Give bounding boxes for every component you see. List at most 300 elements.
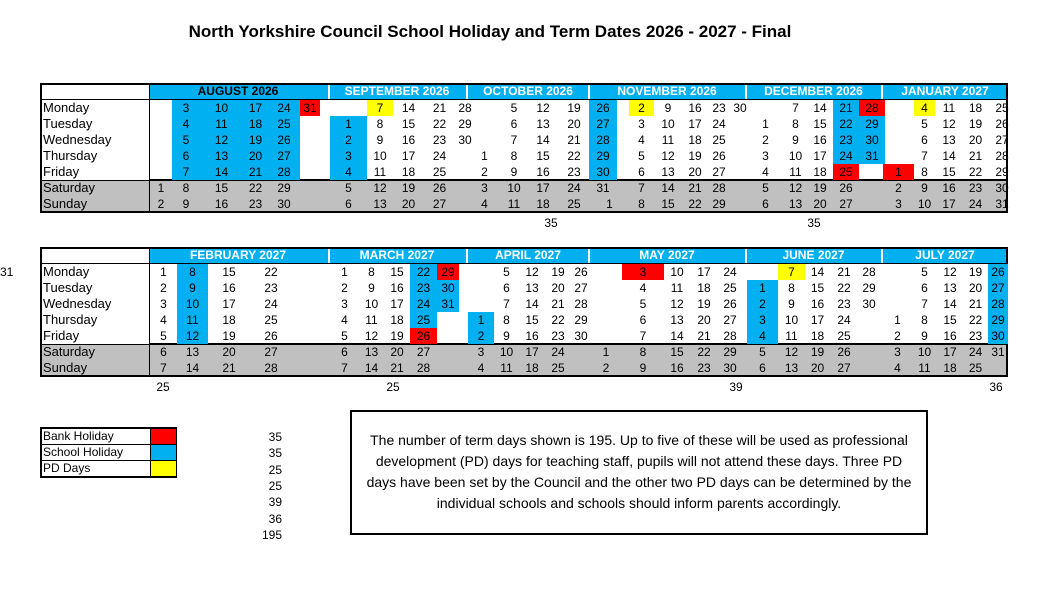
date-cell: 16 [670, 361, 684, 375]
date-cell: 18 [943, 361, 957, 375]
date-cell: 30 [723, 361, 737, 375]
date-cell: 16 [536, 165, 550, 179]
date-cell: 29 [574, 313, 588, 327]
date-cell: 13 [784, 361, 799, 375]
date-cell: 11 [186, 313, 199, 327]
month-name: JANUARY 2027 [901, 84, 989, 98]
date-cell: 16 [390, 281, 404, 295]
date-cell: 18 [810, 329, 825, 343]
date-cell: 25 [723, 281, 737, 295]
date-cell: 16 [688, 101, 702, 115]
date-cell: 24 [839, 149, 853, 163]
date-cell: 14 [661, 181, 675, 195]
date-cell: 21 [968, 297, 983, 311]
date-cell: 2 [895, 181, 902, 195]
date-cell: 25 [277, 117, 291, 131]
date-cell: 7 [921, 297, 928, 311]
month-name: MARCH 2027 [359, 248, 435, 262]
date-cell: 14 [536, 133, 550, 147]
date-cell: 17 [525, 345, 539, 359]
date-cell: 6 [759, 361, 766, 375]
date-cell: 6 [762, 197, 769, 211]
date-cell: 13 [185, 345, 200, 359]
date-cell: 22 [837, 281, 851, 295]
month-name: APRIL 2027 [495, 248, 561, 262]
date-cell: 19 [551, 265, 565, 279]
date-cell: 2 [157, 197, 165, 211]
date-cell: 19 [401, 181, 416, 195]
date-cell: 9 [792, 133, 799, 147]
date-cell: 26 [264, 329, 278, 343]
date-cell: 2 [638, 101, 645, 115]
date-cell: 26 [837, 345, 851, 359]
day-label-thursday: Thursday [43, 312, 98, 327]
date-cell: 12 [670, 297, 684, 311]
date-cell: 10 [499, 345, 514, 359]
date-cell: 27 [712, 165, 726, 179]
date-cell: 12 [661, 149, 675, 163]
date-cell: 23 [567, 165, 581, 179]
day-label-friday: Friday [43, 164, 80, 179]
date-cell: 30 [991, 329, 1005, 343]
date-cell: 15 [390, 265, 404, 279]
date-cell: 30 [596, 165, 610, 179]
legend-swatch [150, 445, 176, 460]
date-cell: 23 [264, 281, 278, 295]
date-cell: 19 [810, 345, 825, 359]
date-cell: 9 [503, 329, 510, 343]
date-cell: 9 [921, 329, 928, 343]
date-cell: 20 [248, 149, 263, 163]
date-cell: 10 [373, 149, 387, 163]
date-cell: 11 [789, 165, 802, 179]
date-cell: 7 [921, 149, 928, 163]
date-cell: 26 [839, 181, 853, 195]
date-cell: 13 [670, 313, 684, 327]
date-cell: 21 [839, 101, 853, 115]
date-cell: 18 [222, 313, 236, 327]
date-cell: 16 [214, 197, 229, 211]
date-cell: 20 [813, 197, 827, 211]
date-cell: 5 [503, 265, 510, 279]
date-cell: 28 [416, 361, 431, 375]
summary-total-value: 35 [268, 430, 282, 444]
date-cell: 21 [551, 297, 565, 311]
date-cell: 26 [432, 181, 447, 195]
date-cell: 25 [968, 361, 983, 375]
date-cell: 23 [416, 281, 431, 295]
date-cell: 8 [638, 197, 645, 211]
date-cell: 5 [341, 329, 348, 343]
date-cell: 19 [968, 117, 983, 131]
date-cell: 15 [942, 165, 956, 179]
date-cell: 17 [401, 149, 416, 163]
date-cell: 22 [264, 265, 278, 279]
date-cell: 10 [507, 181, 521, 195]
date-cell: 8 [639, 345, 647, 359]
date-cell: 24 [837, 313, 851, 327]
date-cell: 11 [661, 133, 675, 147]
term-total: 25 [386, 380, 400, 394]
date-cell: 22 [567, 149, 581, 163]
date-cell: 1 [762, 117, 769, 131]
date-cell: 17 [248, 101, 263, 115]
date-cell: 9 [376, 133, 384, 147]
date-cell: 21 [432, 101, 447, 115]
date-cell: 4 [477, 361, 485, 375]
month-name: DECEMBER 2026 [764, 84, 863, 98]
date-cell: 24 [968, 345, 983, 359]
date-cell: 29 [596, 149, 610, 163]
date-cell: 15 [536, 149, 550, 163]
date-cell: 14 [214, 165, 229, 179]
date-cell: 28 [712, 181, 726, 195]
date-cell: 2 [602, 361, 610, 375]
date-cell: 17 [688, 117, 702, 131]
day-label-monday: Monday [43, 264, 90, 279]
date-cell: 27 [277, 149, 291, 163]
date-cell: 22 [248, 181, 263, 195]
day-label-monday: Monday [43, 100, 90, 115]
date-cell: 20 [697, 313, 711, 327]
date-cell: 24 [723, 265, 737, 279]
date-cell: 9 [510, 165, 518, 179]
date-cell: 7 [788, 265, 795, 279]
date-cell: 11 [500, 361, 513, 375]
date-cell: 18 [697, 281, 711, 295]
date-cell: 18 [688, 133, 702, 147]
date-cell: 10 [661, 117, 675, 131]
summary-total-value: 25 [268, 462, 282, 477]
date-cell: 16 [401, 133, 416, 147]
date-cell: 7 [792, 101, 799, 115]
day-label-saturday: Saturday [43, 344, 96, 359]
date-cell: 25 [837, 329, 851, 343]
date-cell: 22 [688, 197, 702, 211]
date-cell: 5 [510, 101, 518, 115]
legend-label: School Holiday [43, 445, 124, 459]
date-cell: 1 [895, 165, 902, 179]
date-cell: 26 [574, 265, 588, 279]
date-cell: 14 [942, 149, 956, 163]
date-cell: 13 [942, 133, 956, 147]
date-cell: 26 [416, 329, 431, 343]
date-cell: 22 [697, 345, 711, 359]
date-cell: 3 [481, 181, 488, 195]
date-cell: 5 [921, 265, 928, 279]
date-cell: 19 [248, 133, 263, 147]
date-cell: 28 [458, 101, 472, 115]
date-cell: 19 [813, 181, 827, 195]
date-cell: 17 [536, 181, 550, 195]
date-cell: 20 [390, 345, 404, 359]
date-cell: 24 [567, 181, 581, 195]
date-cell: 17 [810, 313, 825, 327]
date-cell: 8 [510, 149, 518, 163]
date-cell: 28 [723, 329, 737, 343]
date-cell: 15 [401, 117, 416, 131]
date-cell: 24 [277, 101, 291, 115]
date-cell: 22 [432, 117, 447, 131]
date-cell: 31 [596, 181, 610, 195]
summary-total-value: 39 [268, 495, 282, 510]
date-cell: 4 [160, 313, 167, 327]
date-cell: 4 [345, 165, 352, 179]
date-cell: 2 [759, 297, 766, 311]
date-cell: 1 [602, 345, 610, 359]
date-cell: 18 [248, 117, 263, 131]
date-cell: 16 [813, 133, 827, 147]
date-cell: 1 [759, 281, 766, 295]
date-cell: 25 [839, 165, 853, 179]
date-cell: 13 [788, 197, 803, 211]
date-cell: 10 [788, 149, 803, 163]
date-cell: 22 [551, 313, 565, 327]
month-name: OCTOBER 2026 [483, 84, 573, 98]
month-name: AUGUST 2026 [197, 84, 279, 98]
date-cell: 15 [810, 281, 825, 295]
day-label-wednesday: Wednesday [43, 132, 112, 147]
day-label-sunday: Sunday [43, 196, 88, 211]
date-cell: 29 [723, 345, 737, 359]
date-cell: 1 [157, 181, 165, 195]
date-cell: 16 [222, 281, 236, 295]
date-cell: 18 [536, 197, 550, 211]
date-cell: 14 [943, 297, 957, 311]
date-cell: 8 [189, 265, 196, 279]
note-text: The number of term days shown is 195. Up to five of these will be used as professional development (PD) days for teaching staff, pupils will not attend these days. Three PD days have been set by the Council and the other two PD days can be determined by the individual schools and schools should inform parents accordingly. [366, 432, 912, 511]
term-total: 25 [156, 380, 170, 394]
date-cell: 3 [182, 101, 190, 115]
date-cell: 11 [507, 197, 521, 211]
date-cell: 1 [345, 117, 352, 131]
date-cell: 12 [784, 345, 799, 359]
date-cell: 20 [810, 361, 825, 375]
date-cell: 12 [525, 265, 539, 279]
date-cell: 28 [865, 101, 879, 115]
date-cell: 17 [390, 297, 404, 311]
date-cell: 9 [189, 281, 196, 295]
date-cell: 13 [364, 345, 379, 359]
date-cell: 10 [670, 265, 684, 279]
month-name: JULY 2027 [915, 248, 975, 262]
date-cell: 23 [968, 181, 983, 195]
date-cell: 16 [810, 297, 825, 311]
date-cell: 19 [390, 329, 404, 343]
date-cell: 30 [441, 281, 455, 295]
date-cell: 18 [968, 101, 983, 115]
date-cell: 8 [792, 117, 799, 131]
date-cell: 21 [390, 361, 404, 375]
date-cell: 31 [995, 197, 1009, 211]
date-cell: 3 [345, 149, 352, 163]
date-cell: 30 [862, 297, 876, 311]
date-cell: 11 [785, 329, 798, 343]
date-cell: 18 [525, 361, 539, 375]
date-cell: 7 [638, 181, 645, 195]
day-label-sunday: Sunday [43, 360, 88, 375]
date-cell: 10 [917, 345, 932, 359]
date-cell: 23 [551, 329, 565, 343]
date-cell: 29 [712, 197, 726, 211]
date-cell: 6 [345, 197, 352, 211]
date-cell: 6 [160, 345, 167, 359]
date-cell: 19 [222, 329, 236, 343]
date-cell: 4 [182, 117, 190, 131]
date-cell: 30 [458, 133, 472, 147]
summary-total-value: 36 [268, 511, 282, 526]
date-cell: 12 [185, 329, 200, 343]
date-cell: 26 [723, 297, 737, 311]
date-cell: 15 [661, 197, 675, 211]
day-label-thursday: Thursday [43, 148, 98, 163]
summary-total-value: 35 [268, 446, 282, 461]
month-name: FEBRUARY 2027 [189, 248, 287, 262]
date-cell: 21 [248, 165, 263, 179]
date-cell: 11 [215, 117, 228, 131]
date-cell: 26 [596, 101, 610, 115]
date-cell: 6 [639, 313, 647, 327]
date-cell: 8 [368, 265, 375, 279]
date-cell: 12 [788, 181, 803, 195]
date-cell: 29 [277, 181, 291, 195]
date-cell: 11 [942, 101, 956, 115]
legend-label: PD Days [43, 461, 91, 475]
date-cell: 4 [639, 281, 647, 295]
date-cell: 3 [639, 265, 647, 279]
date-cell: 19 [567, 101, 581, 115]
legend-item [42, 461, 175, 477]
date-cell: 21 [567, 133, 581, 147]
date-cell: 25 [712, 133, 726, 147]
date-cell: 23 [432, 133, 447, 147]
date-cell: 8 [921, 313, 928, 327]
date-cell: 2 [481, 165, 488, 179]
date-cell: 7 [341, 361, 348, 375]
date-cell: 20 [968, 281, 983, 295]
legend [40, 427, 177, 478]
date-cell: 4 [762, 165, 769, 179]
date-cell: 8 [503, 313, 510, 327]
date-cell: 7 [510, 133, 518, 147]
date-cell: 12 [943, 265, 957, 279]
date-cell: 3 [477, 345, 485, 359]
date-cell: 27 [995, 133, 1009, 147]
date-cell: 27 [839, 197, 853, 211]
date-cell: 8 [376, 117, 384, 131]
date-cell: 6 [921, 133, 928, 147]
date-cell: 27 [596, 117, 610, 131]
date-cell: 20 [968, 133, 983, 147]
date-cell: 31 [991, 345, 1005, 359]
day-label-friday: Friday [43, 328, 80, 343]
date-cell: 22 [416, 265, 431, 279]
date-cell: 24 [264, 297, 278, 311]
date-cell: 26 [991, 265, 1005, 279]
date-cell: 28 [862, 265, 876, 279]
date-cell: 12 [214, 133, 229, 147]
date-cell: 19 [968, 265, 983, 279]
date-cell: 7 [503, 297, 510, 311]
date-cell: 27 [991, 281, 1005, 295]
date-cell: 11 [365, 313, 378, 327]
date-cell: 20 [401, 197, 416, 211]
date-cell: 4 [341, 313, 348, 327]
date-cell: 10 [784, 313, 799, 327]
term-total: 35 [544, 216, 558, 230]
month-name: SEPTEMBER 2026 [344, 84, 450, 98]
date-cell: 25 [264, 313, 278, 327]
date-cell: 15 [525, 313, 539, 327]
date-cell: 3 [759, 313, 766, 327]
date-cell: 17 [697, 265, 711, 279]
date-cell: 30 [865, 133, 879, 147]
date-cell: 22 [839, 117, 853, 131]
date-cell: 28 [264, 361, 278, 375]
date-cell: 9 [664, 101, 672, 115]
date-cell: 9 [788, 297, 795, 311]
date-cell: 25 [995, 101, 1009, 115]
date-cell: 5 [345, 181, 352, 195]
date-cell: 7 [639, 329, 647, 343]
date-cell: 29 [991, 313, 1005, 327]
date-cell: 1 [481, 149, 488, 163]
date-cell: 19 [697, 297, 711, 311]
date-cell: 17 [943, 345, 957, 359]
date-cell: 13 [536, 117, 550, 131]
date-cell: 25 [416, 313, 431, 327]
date-cell: 21 [222, 361, 236, 375]
legend-swatch [150, 429, 176, 444]
date-cell: 13 [943, 281, 957, 295]
date-cell: 3 [895, 197, 902, 211]
date-cell: 7 [376, 101, 384, 115]
date-cell: 4 [759, 329, 766, 343]
date-cell: 15 [214, 181, 229, 195]
date-cell: 10 [364, 297, 379, 311]
date-cell: 26 [277, 133, 291, 147]
summary-total-value: 25 [268, 478, 282, 493]
date-cell: 23 [697, 361, 711, 375]
date-cell: 18 [813, 165, 827, 179]
date-cell: 6 [341, 345, 348, 359]
date-cell: 27 [264, 345, 278, 359]
date-cell: 31 [0, 265, 14, 279]
date-cell: 9 [639, 361, 647, 375]
date-cell: 24 [432, 149, 447, 163]
date-cell: 28 [596, 133, 610, 147]
date-cell: 4 [481, 197, 488, 211]
date-cell: 26 [995, 117, 1009, 131]
term-total: 36 [989, 380, 1003, 394]
date-cell: 23 [839, 133, 853, 147]
date-cell: 25 [432, 165, 447, 179]
date-cell: 20 [567, 117, 581, 131]
date-cell: 20 [222, 345, 236, 359]
date-cell: 21 [837, 265, 851, 279]
date-cell: 17 [942, 197, 956, 211]
month-name: NOVEMBER 2026 [617, 84, 717, 98]
date-cell: 3 [638, 117, 645, 131]
date-cell: 24 [416, 297, 431, 311]
date-cell: 5 [639, 297, 647, 311]
date-cell: 3 [341, 297, 348, 311]
date-cell: 15 [943, 313, 957, 327]
date-cell: 5 [160, 329, 167, 343]
date-cell: 6 [182, 149, 190, 163]
date-cell: 22 [968, 165, 983, 179]
date-cell: 14 [401, 101, 416, 115]
